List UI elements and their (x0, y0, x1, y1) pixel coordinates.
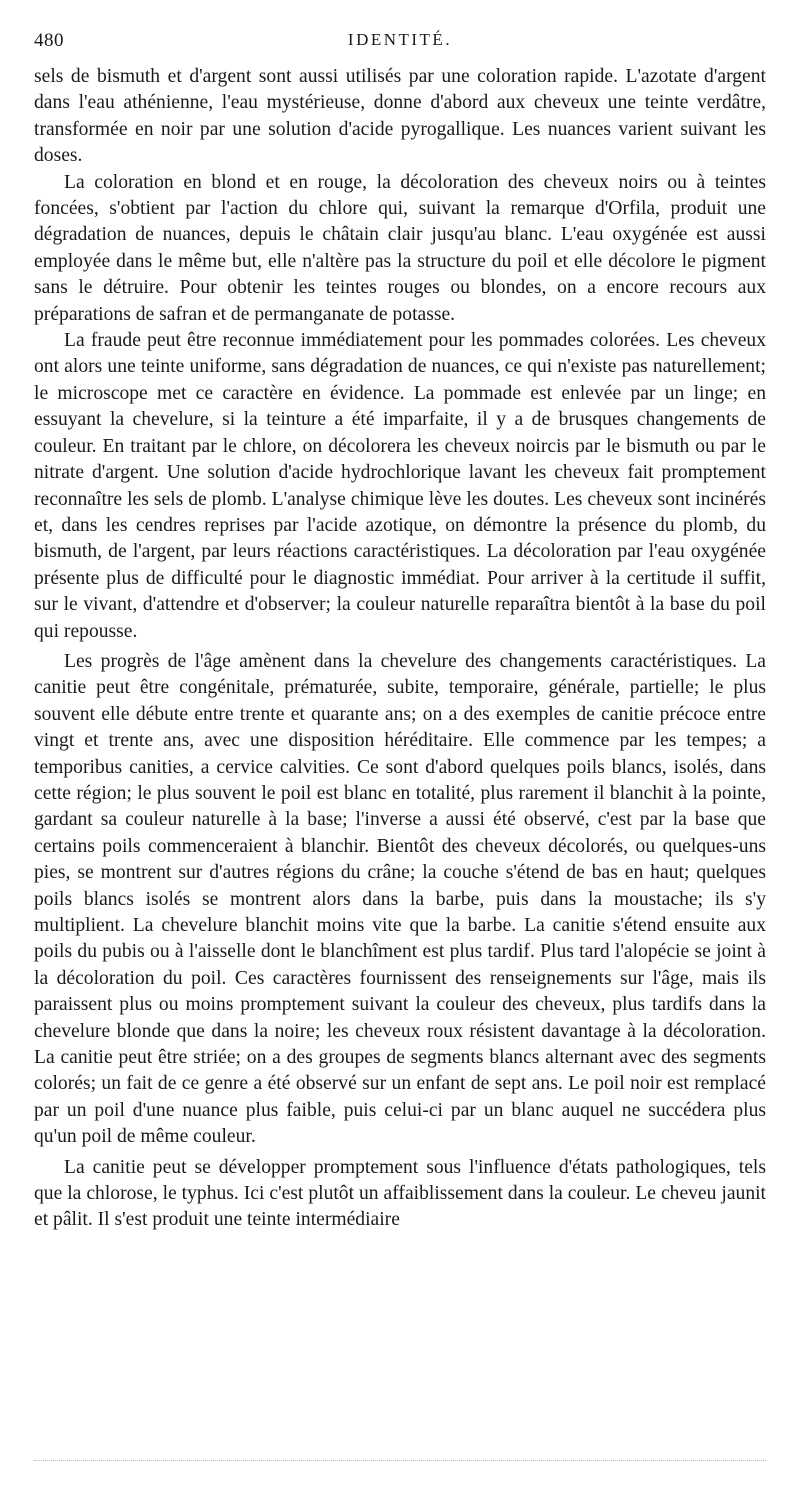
paragraph-coloration: La coloration en blond et en rouge, la décoloration des cheveux noirs ou à teintes foncées, s'obtient par l'action du chlore qui, suivant la remarque d'Orfila, produit une dégradation de nuances, depuis le châtain clair jusqu'au blanc. L'eau oxygénée est aussi employée dans le même but, elle n'altère pas la structure du poil et elle décolore le pigment sans le détruire. Pour obtenir les teintes rouges ou blondes, on a encore recours aux préparations de safran et de permanganate de potasse. (34, 171, 766, 325)
book-page (34, 30, 766, 1234)
running-title: IDENTITÉ. (347, 30, 453, 49)
page-number: 480 (34, 30, 64, 51)
paragraph-canitie-age: Les progrès de l'âge amènent dans la chevelure des changements caractéristiques. La canitie peut être congénitale, prématurée, subite, temporaire, générale, partielle; le plus souvent elle débute entre trente et quarante ans; on a des exemples de canitie précoce entre vingt et trente ans, avec une disposition héréditaire. Elle commence par les tempes; a temporibus canities, a cervice calvities. Ce sont d'abord quelques poils blancs, isolés, dans cette région; le plus souvent le poil est blanc en totalité, plus rarement il blanchit à la pointe, gardant sa couleur naturelle à la base; l'inverse a aussi été observé, c'est par la base que certains poils commenceraient à blanchir. Bientôt des cheveux décolorés, ou quelques-uns pies, se montrent sur d'autres régions du crâne; la couche s'étend de bas en haut; quelques poils blancs isolés se montrent alors dans la barbe, puis dans la moustache; ils s'y multiplient. La chevelure blanchit moins vite que la barbe. La canitie s'étend ensuite aux poils du pubis ou à l'aisselle dont le blanchîment est plus tardif. Plus tard l'alopécie se joint à la décoloration du poil. Ces caractères fournissent des renseignements sur l'âge, mais ils paraissent plus ou moins promptement suivant la couleur des cheveux, plus tardifs dans la chevelure blonde que dans la noire; les cheveux roux résistent davantage à la décoloration. La canitie peut être striée; on a des groupes de segments blancs alternant avec des segments colorés; un fait de ce genre a été observé sur un enfant de sept ans. Le poil noir est remplacé par un poil d'une nuance plus faible, puis celui-ci par un blanc auquel ne succédera plus qu'un poil de même couleur. (34, 650, 766, 1148)
running-head (34, 30, 766, 58)
paragraph-fraude: La fraude peut être reconnue immédiatement pour les pommades colorées. Les cheveux ont alors une teinte uniforme, sans dégradation de nuances, ce qui n'existe pas naturellement; le microscope met ce caractère en évidence. La pommade est enlevée par un linge; en essuyant la chevelure, si la teinture a été imparfaite, il y a de brusques changements de couleur. En traitant par le chlore, on décolorera les cheveux noircis par le bismuth ou par le nitrate d'argent. Une solution d'acide hydrochlorique lavant les cheveux fait promptement reconnaître les sels de plomb. L'analyse chimique lève les doutes. Les cheveux sont incinérés et, dans les cendres reprises par l'acide azotique, on démontre la présence du plomb, du bismuth, de l'argent, par leurs réactions caractéristiques. La décoloration par l'eau oxygénée présente plus de difficulté pour le diagnostic immédiat. Pour arriver à la certitude il suffit, sur le vivant, d'attendre et d'observer; la couleur naturelle reparaîtra bientôt à la base du poil qui repousse. (34, 330, 766, 642)
paragraph-continuation: sels de bismuth et d'argent sont aussi utilisés par une coloration rapide. L'azotate d'argent dans l'eau athénienne, l'eau mystérieuse, donne d'abord aux cheveux une teinte verdâtre, transformée en noir par une solution d'acide pyrogallique. Les nuances varient suivant les doses. (34, 66, 766, 167)
body-text (34, 64, 766, 1234)
paragraph-canitie-pathologique: La canitie peut se développer promptement sous l'influence d'états pathologiques, tels que la chlorose, le typhus. Ici c'est plutôt un affaiblissement dans la couleur. Le cheveu jaunit et pâlit. Il s'est produit une teinte intermédiaire (34, 1156, 766, 1231)
bottom-edge-dots (34, 1458, 766, 1461)
